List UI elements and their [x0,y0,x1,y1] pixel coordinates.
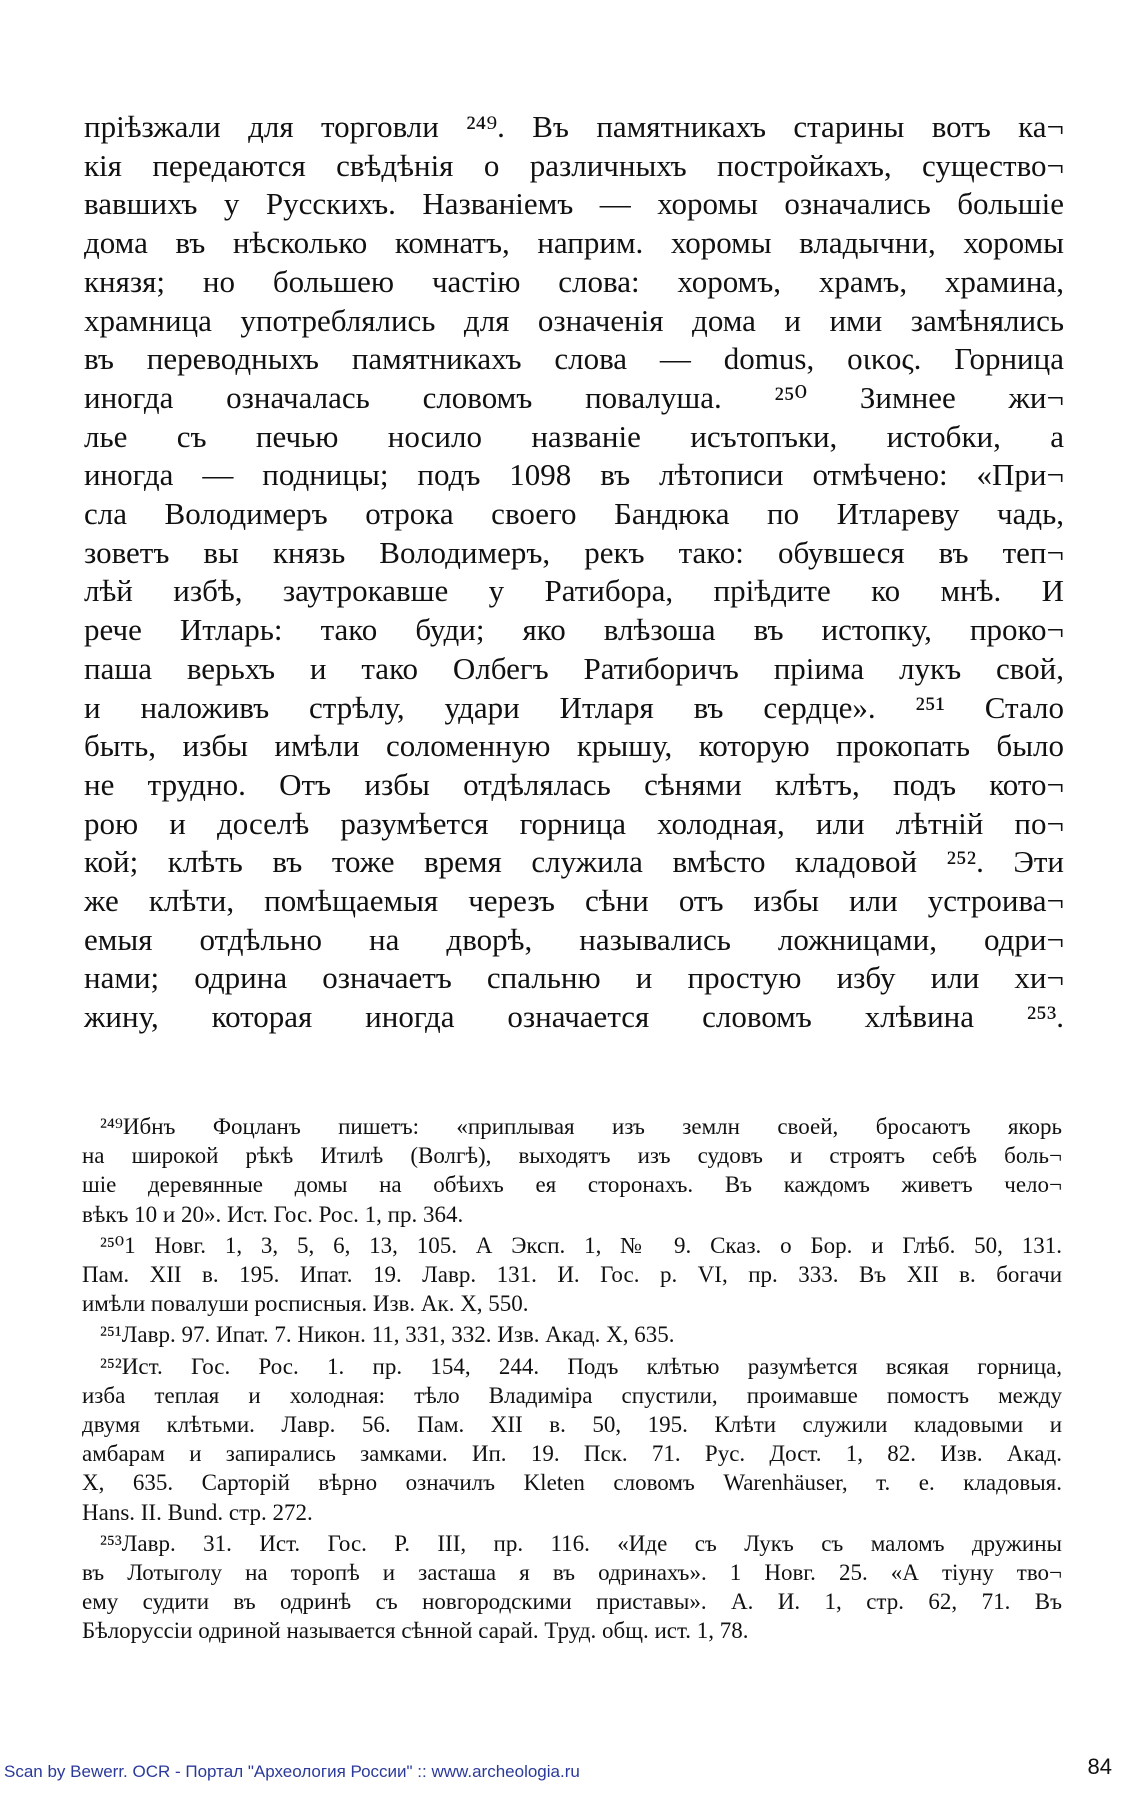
text-line: рече Итларь: тако буди; яко влѣзоша въ истопку, проко¬ [84,612,1064,648]
footnote-249 [82,1112,1062,1229]
footnote-line: ²⁵³Лавр. 31. Ист. Гос. Р. III, пр. 116. «Иде съ Лукъ съ маломъ дружины [100,1530,1062,1556]
text-line: не трудно. Отъ избы отдѣлялась сѣнями клѣтъ, подъ кото¬ [84,766,1064,802]
text-line: князя; но большею частiю слова: хоромъ, храмъ, храмина, [84,263,1064,299]
footnote-line: вѣкъ 10 и 20». Ист. Гос. Рос. 1, пр. 364. [82,1201,464,1227]
text-line: дома въ нѣсколько комнатъ, наприм. хоромы владычни, хоромы [84,225,1064,261]
footnote-line: изба теплая и холодная: тѣло Владимiра спустили, проимавше помостъ между [82,1382,1062,1408]
footnote-line: Пам. XII в. 195. Ипат. 19. Лавр. 131. И. Гос. р. VI, пр. 333. Въ XII в. богачи [82,1262,1062,1288]
text-line: емыя отдѣльно на дворѣ, назывались ложницами, одри¬ [84,921,1064,957]
footnote-252 [82,1352,1062,1527]
text-line: вавшихъ у Русскихъ. Названiемъ — хоромы означались большiе [84,186,1064,222]
page-number: 84 [1087,1754,1112,1779]
text-line: въ переводныхъ памятникахъ слова — domus, οικος. Горница [84,341,1064,377]
text-line: лье съ печью носило названiе исътопъки, истобки, а [84,418,1064,454]
footnote-251 [82,1320,1062,1349]
footnote-line: въ Лотыголу на торопѣ и засташа я въ одринахъ». 1 Новг. 25. «А тiуну тво¬ [82,1560,1062,1586]
footnote-line: шiе деревянные домы на обѣихъ ея сторонахъ. Въ каждомъ живетъ чело¬ [82,1172,1062,1198]
text-line: иногда — подницы; подъ 1098 въ лѣтописи отмѣчено: «При¬ [84,457,1064,493]
text-line: нами; одрина означаетъ спальню и простую избу или хи¬ [84,960,1064,996]
footnote-line: ²⁵²Ист. Гос. Рос. 1. пр. 154, 244. Подъ клѣтью разумѣется всякая горница, [100,1353,1062,1379]
text-line: же клѣти, помѣщаемыя черезъ сѣни отъ избы или устроива¬ [84,883,1064,919]
scan-credit-link[interactable]: Scan by Bewerr. OCR - Портал "Археология России" :: www.archeologia.ru [4,1762,580,1781]
text-line: паша верьхъ и тако Олбегъ Ратиборичъ прiима лукъ свой, [84,650,1064,686]
text-line: иногда означалась словомъ повалуша. ²⁵⁰ Зимнее жи¬ [84,379,1064,415]
footnote-line: X, 635. Сарторiй вѣрно означилъ Kleten словомъ Warenhäuser, т. е. кладовыя. [82,1470,1062,1496]
footnote-line: на широкой рѣкѣ Итилѣ (Волгѣ), выходятъ изъ судовъ и строятъ себѣ боль¬ [82,1143,1062,1169]
text-line: храмница употреблялись для означенiя дома и ими замѣнялись [84,302,1064,338]
footnote-line: ему судити въ одринѣ съ новгородскими приставы». А. И. 1, стр. 62, 71. Въ [82,1589,1062,1615]
text-line: зоветъ вы князь Володимеръ, рекъ тако: обувшеся въ теп¬ [84,534,1064,570]
footnote-line: Hans. II. Bund. стр. 272. [82,1499,313,1525]
footnotes [82,1112,1062,1648]
text-line: сла Володимеръ отрока своего Бандюка по Итлареву чадь, [84,496,1064,532]
footnote-250 [82,1231,1062,1319]
text-line: лѣй избѣ, заутрокавше у Ратибора, прiѣдите ко мнѣ. И [84,573,1064,609]
footnote-line: имѣли повалуши росписныя. Изв. Ак. X, 550. [82,1291,529,1317]
footnote-line: амбарам и запирались замками. Ип. 19. Пск. 71. Рус. Дост. 1, 82. Изв. Акад. [82,1441,1062,1467]
text-line: быть, избы имѣли соломенную крышу, которую прокопать было [84,728,1064,764]
text-line: кiя передаются свѣдѣнiя о различныхъ постройкахъ, существо¬ [84,147,1064,183]
footnote-253 [82,1529,1062,1646]
text-line: рою и доселѣ разумѣется горница холодная, или лѣтнiй по¬ [84,805,1064,841]
footnote-line: ²⁴⁹Ибнъ Фоцланъ пишетъ: «приплывая изъ землн своей, бросаютъ якорь [100,1114,1062,1139]
footnote-line: Бѣлоруссiи одриной называется сѣнной сарай. Труд. общ. ист. 1, 78. [82,1618,749,1644]
footnote-line: двумя клѣтьми. Лавр. 56. Пам. XII в. 50, 195. Клѣти служили кладовыми и [82,1412,1062,1438]
text-line: жину, которая иногда означается словомъ хлѣвина ²⁵³. [84,999,1064,1035]
footnote-line: ²⁵⁰1 Новг. 1, 3, 5, 6, 13, 105. А Эксп. 1, № 9. Сказ. о Бор. и Глѣб. 50, 131. [100,1232,1062,1258]
main-text-block [84,108,1064,1037]
text-line: прiѣзжали для торговли ²⁴⁹. Въ памятникахъ старины вотъ ка¬ [84,109,1064,144]
text-line: кой; клѣть въ тоже время служила вмѣсто кладовой ²⁵². Эти [84,844,1064,880]
text-line: и наложивъ стрѣлу, удари Итларя въ сердце». ²⁵¹ Стало [84,689,1064,725]
footnote-line: ²⁵¹Лавр. 97. Ипат. 7. Никон. 11, 331, 332. Изв. Акад. X, 635. [100,1322,675,1348]
